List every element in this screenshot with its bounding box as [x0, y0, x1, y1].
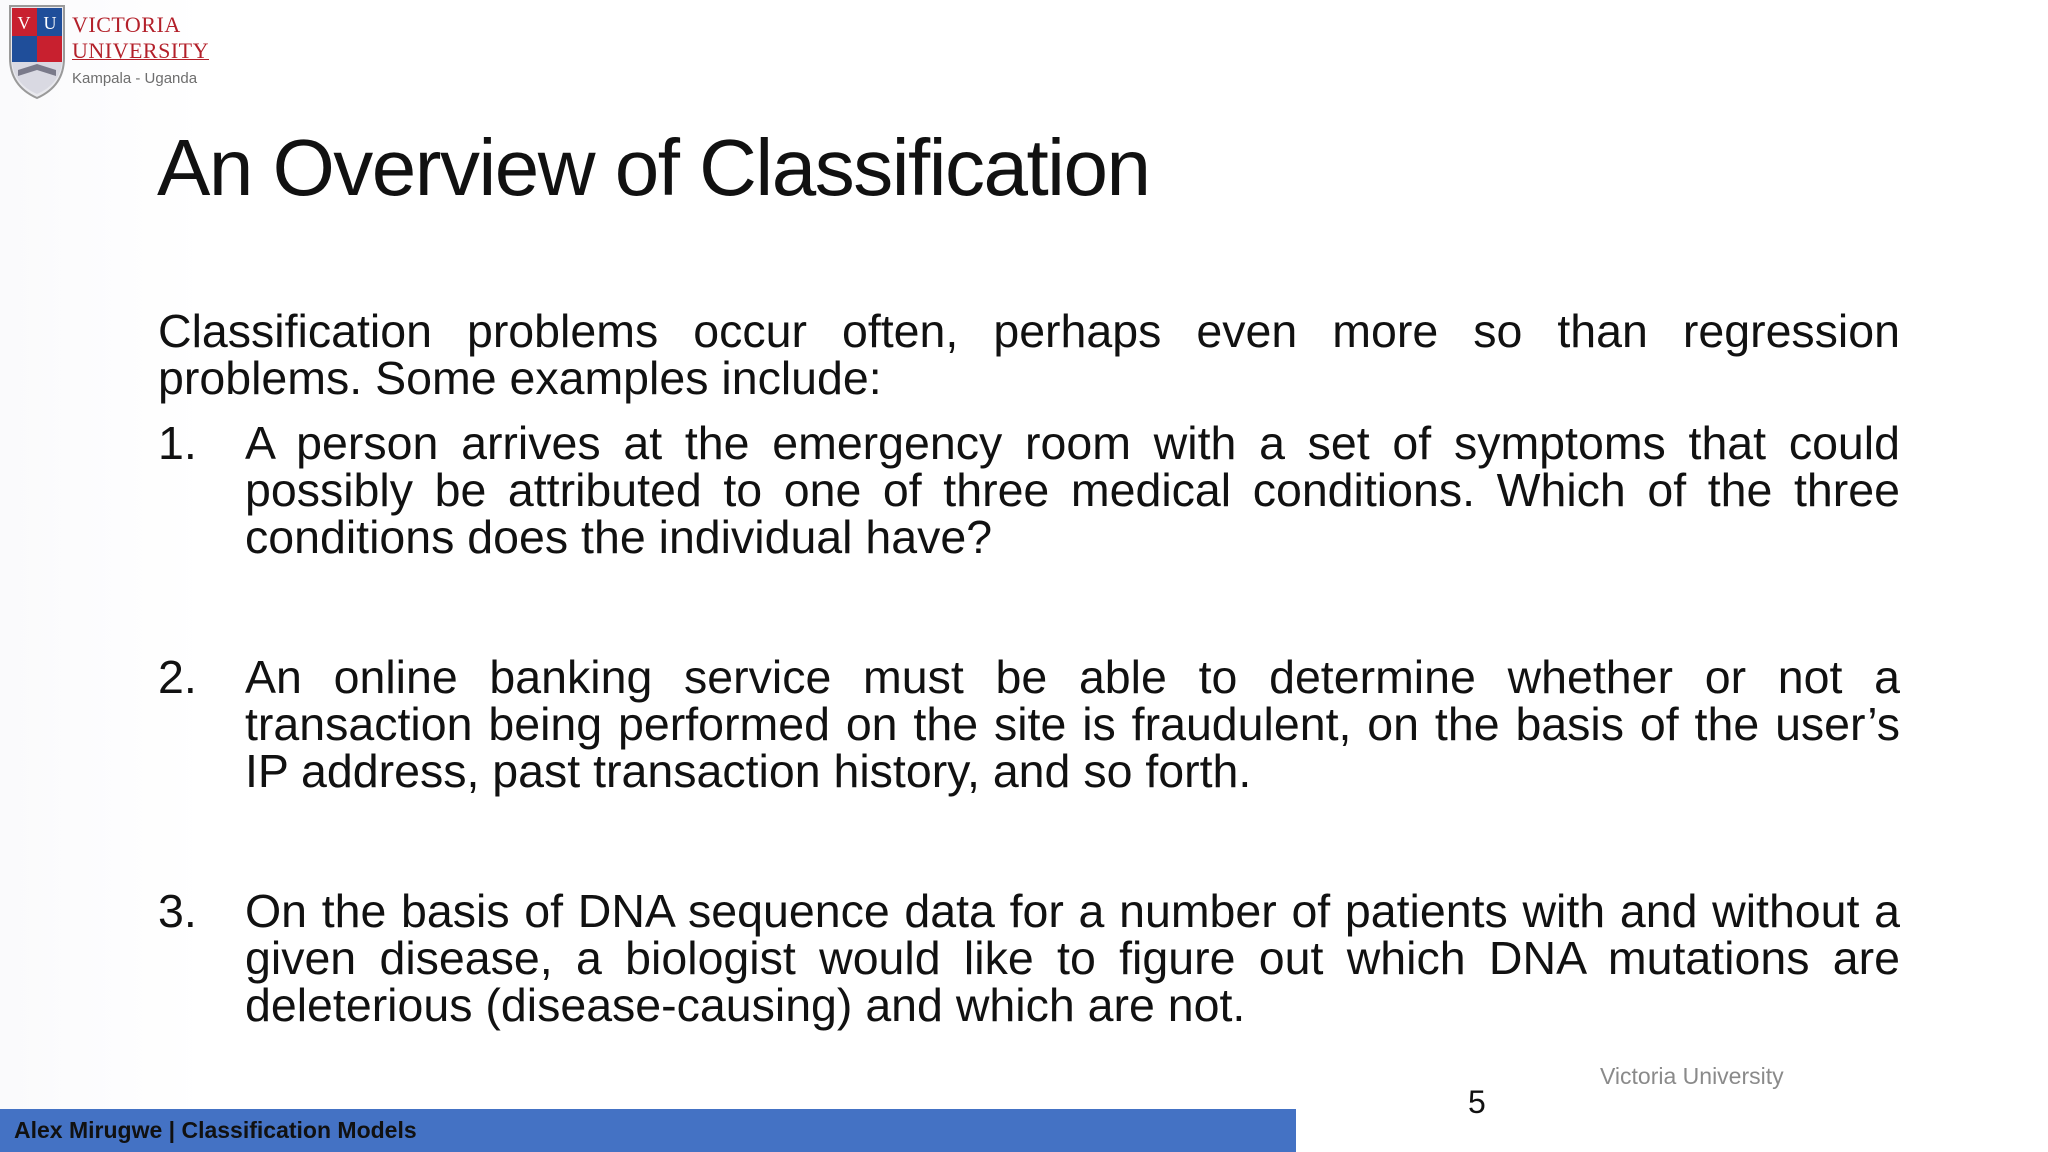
page-number: 5 — [1468, 1084, 1486, 1120]
list-item-text: A person arrives at the emergency room with a set of symptoms that could possibly be attributed to one of three medical conditions. Which of the three conditions does the individual have? — [245, 417, 1900, 563]
list-item-number: 1. — [158, 417, 197, 469]
footer-bar — [0, 1109, 1296, 1152]
list-item-text: An online banking service must be able to determine whether or not a transaction being performed on the site is fraudulent, on the basis of the user’s IP address, past transaction history, and so forth. — [245, 651, 1900, 797]
university-logo — [4, 2, 209, 102]
list-item — [158, 885, 1900, 1031]
logo-line-victoria: VICTORIA — [72, 12, 181, 37]
list-item — [158, 417, 1900, 563]
list-item-number: 2. — [158, 651, 197, 703]
slide-body — [158, 305, 1900, 1031]
logo-wordmark — [72, 12, 209, 87]
svg-text:U: U — [43, 13, 57, 33]
intro-paragraph: Classification problems occur often, perhaps even more so than regression problems. Some examples include: — [158, 305, 1900, 404]
footer-brand: Victoria University — [1600, 1063, 1784, 1089]
slide-title: An Overview of Classification — [157, 123, 1150, 212]
logo-line-university: UNIVERSITY — [72, 38, 209, 63]
shield-icon — [4, 2, 70, 102]
list-item — [158, 651, 1900, 797]
svg-text:V: V — [17, 13, 31, 33]
footer-bar-text: Alex Mirugwe | Classification Models — [14, 1117, 417, 1143]
logo-line-location: Kampala - Uganda — [72, 70, 198, 87]
list-item-text: On the basis of DNA sequence data for a number of patients with and without a given disease, a biologist would like to figure out which DNA mutations are deleterious (disease-causing) and which are not. — [245, 885, 1900, 1031]
list-item-number: 3. — [158, 885, 197, 937]
